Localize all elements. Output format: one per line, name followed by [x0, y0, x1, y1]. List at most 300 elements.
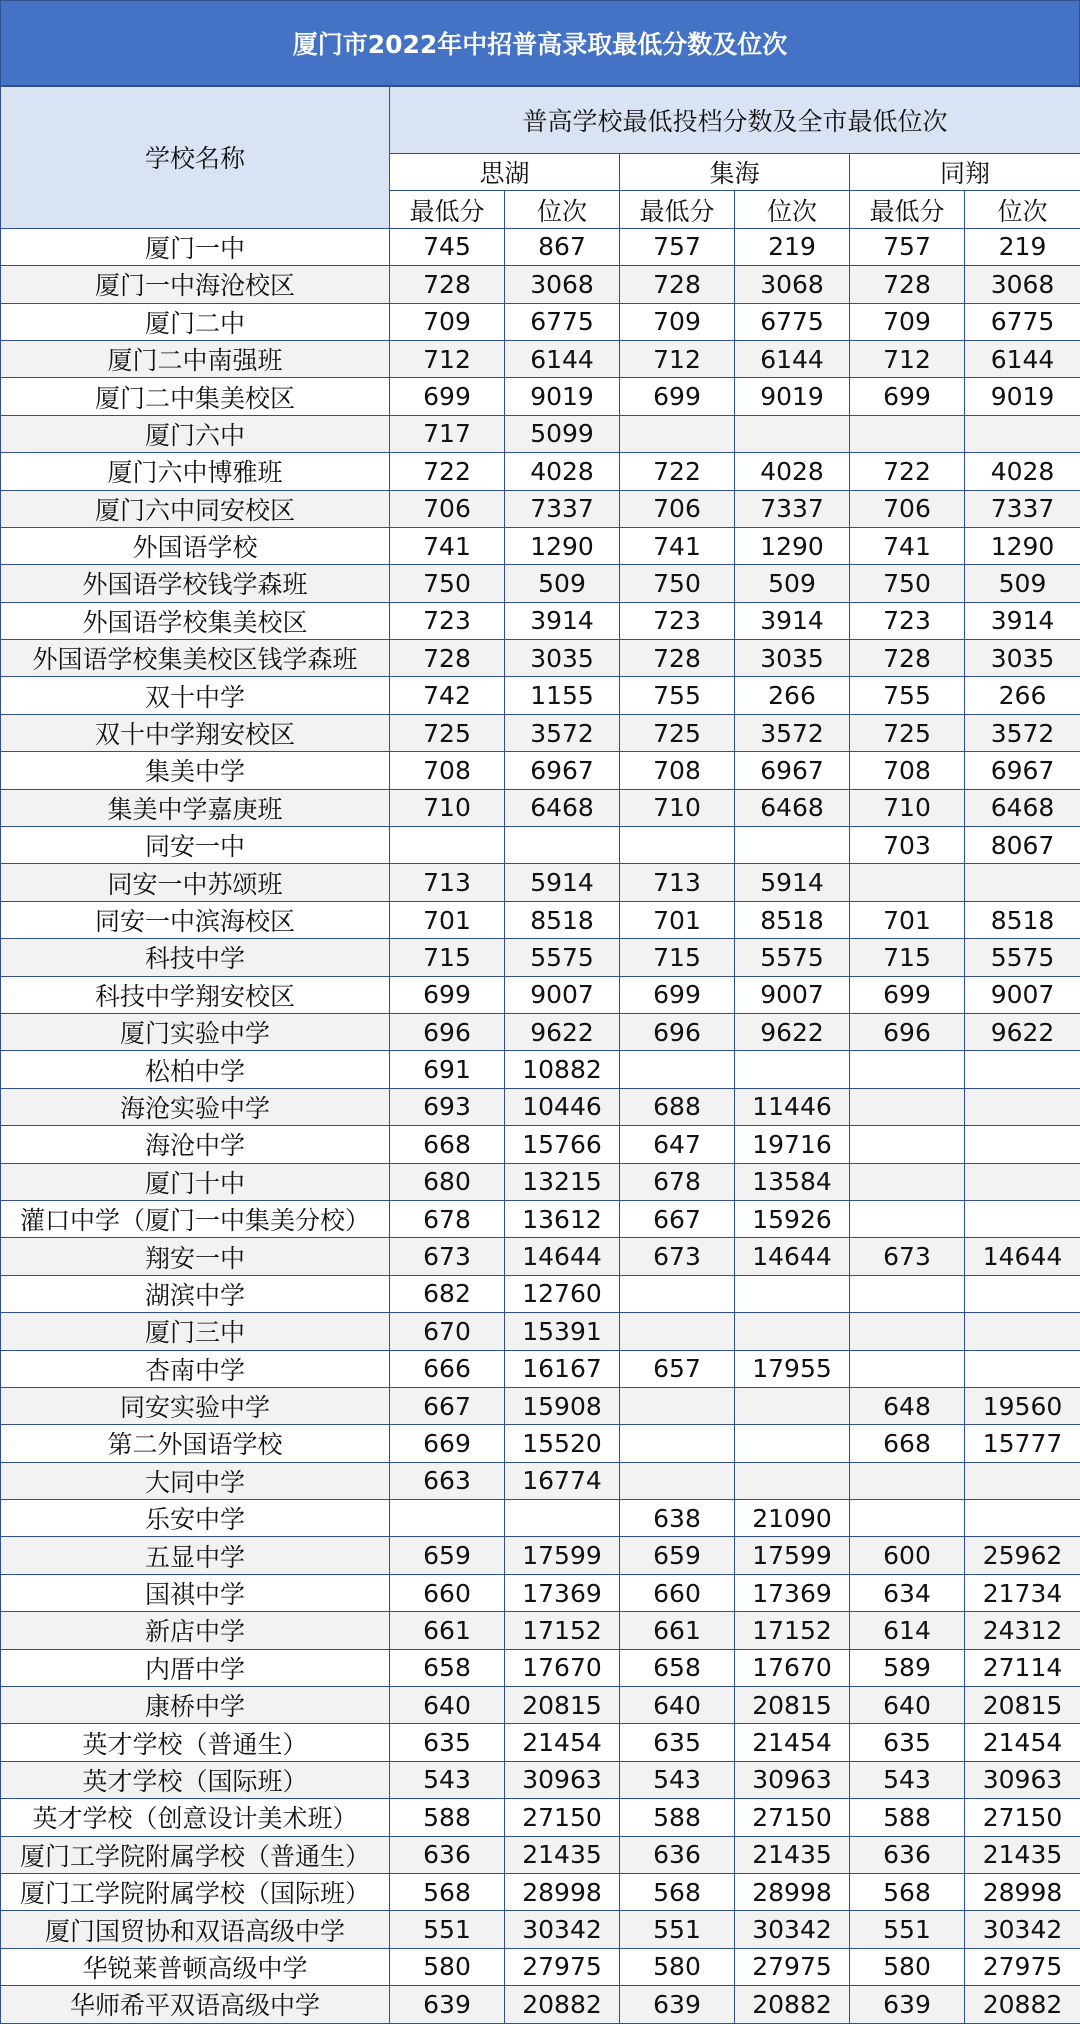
- min-score-cell: 696: [850, 1013, 965, 1050]
- rank-cell: 17152: [505, 1612, 620, 1649]
- rank-cell: 3572: [505, 714, 620, 751]
- min-score-cell: 722: [390, 453, 505, 490]
- school-name-cell: 外国语学校钱学森班: [1, 565, 390, 602]
- min-score-cell: 588: [850, 1799, 965, 1836]
- school-name-cell: 厦门二中: [1, 303, 390, 340]
- min-score-cell: 688: [620, 1088, 735, 1125]
- rank-cell: 6468: [735, 789, 850, 826]
- rank-cell: 9007: [505, 976, 620, 1013]
- rank-cell: 9622: [735, 1013, 850, 1050]
- min-score-cell: 723: [390, 602, 505, 639]
- group-header: 普高学校最低投档分数及全市最低位次: [390, 87, 1080, 154]
- rank-cell: 21454: [965, 1724, 1080, 1761]
- table-row: [1, 752, 1080, 789]
- school-name-cell: 华锐莱普顿高级中学: [1, 1948, 390, 1985]
- rank-cell: 9007: [735, 976, 850, 1013]
- table-row: [1, 1051, 1080, 1088]
- school-name-cell: 厦门二中南强班: [1, 340, 390, 377]
- min-score-cell: 673: [850, 1238, 965, 1275]
- min-score-cell: 713: [620, 864, 735, 901]
- min-score-cell: 663: [390, 1462, 505, 1499]
- rank-cell: 15391: [505, 1313, 620, 1350]
- min-score-header: 最低分: [850, 191, 965, 228]
- min-score-cell: 543: [620, 1761, 735, 1798]
- rank-header: 位次: [505, 191, 620, 228]
- min-score-header: 最低分: [620, 191, 735, 228]
- min-score-cell: 723: [620, 602, 735, 639]
- min-score-cell: 742: [390, 677, 505, 714]
- min-score-cell: 667: [620, 1200, 735, 1237]
- rank-cell: 509: [965, 565, 1080, 602]
- min-score-cell: 709: [850, 303, 965, 340]
- rank-cell: 6144: [735, 340, 850, 377]
- rank-cell: 27150: [505, 1799, 620, 1836]
- min-score-cell: 673: [390, 1238, 505, 1275]
- rank-cell: 6144: [965, 340, 1080, 377]
- min-score-cell: 648: [850, 1387, 965, 1424]
- school-name-cell: 厦门六中同安校区: [1, 490, 390, 527]
- rank-cell: 6967: [735, 752, 850, 789]
- table-row: [1, 378, 1080, 415]
- rank-cell: 1290: [505, 527, 620, 564]
- rank-cell: 20815: [965, 1687, 1080, 1724]
- min-score-cell: 682: [390, 1275, 505, 1312]
- min-score-cell: 699: [620, 378, 735, 415]
- rank-cell: 13215: [505, 1163, 620, 1200]
- rank-cell: 30342: [965, 1911, 1080, 1948]
- rank-cell: 28998: [735, 1873, 850, 1910]
- min-score-cell: 693: [390, 1088, 505, 1125]
- table-row: [1, 1462, 1080, 1499]
- rank-cell: 6967: [505, 752, 620, 789]
- min-score-cell: 725: [390, 714, 505, 751]
- table-row: [1, 1088, 1080, 1125]
- table-row: [1, 1313, 1080, 1350]
- rank-cell: 30342: [735, 1911, 850, 1948]
- table-row: [1, 1836, 1080, 1873]
- min-score-cell: 635: [850, 1724, 965, 1761]
- rank-cell: [965, 1275, 1080, 1312]
- school-name-cell: 科技中学: [1, 939, 390, 976]
- table-row: [1, 1574, 1080, 1611]
- rank-cell: 15520: [505, 1425, 620, 1462]
- rank-cell: 1290: [965, 527, 1080, 564]
- rank-cell: 6468: [505, 789, 620, 826]
- school-name-cell: 松柏中学: [1, 1051, 390, 1088]
- rank-cell: 3068: [505, 266, 620, 303]
- min-score-cell: [620, 1051, 735, 1088]
- school-name-cell: 杏南中学: [1, 1350, 390, 1387]
- school-name-cell: 厦门工学院附属学校（国际班）: [1, 1873, 390, 1910]
- table-row: [1, 1724, 1080, 1761]
- rank-cell: 15926: [735, 1200, 850, 1237]
- rank-cell: [965, 1462, 1080, 1499]
- rank-cell: 8518: [965, 901, 1080, 938]
- rank-cell: 1290: [735, 527, 850, 564]
- rank-cell: 7337: [735, 490, 850, 527]
- rank-cell: 10882: [505, 1051, 620, 1088]
- rank-cell: 19716: [735, 1126, 850, 1163]
- table-row: [1, 490, 1080, 527]
- min-score-cell: 669: [390, 1425, 505, 1462]
- school-name-cell: 厦门一中海沧校区: [1, 266, 390, 303]
- table-row: [1, 1911, 1080, 1948]
- min-score-cell: 750: [620, 565, 735, 602]
- rank-cell: [965, 1350, 1080, 1387]
- table-row: [1, 228, 1080, 265]
- school-name-cell: 英才学校（普通生）: [1, 1724, 390, 1761]
- rank-cell: 3572: [735, 714, 850, 751]
- school-name-cell: 海沧中学: [1, 1126, 390, 1163]
- rank-cell: 13612: [505, 1200, 620, 1237]
- min-score-cell: 715: [620, 939, 735, 976]
- min-score-cell: [850, 1275, 965, 1312]
- rank-cell: 5099: [505, 415, 620, 452]
- school-name-cell: 国祺中学: [1, 1574, 390, 1611]
- table-row: [1, 1387, 1080, 1424]
- rank-cell: [735, 1275, 850, 1312]
- school-name-cell: 海沧实验中学: [1, 1088, 390, 1125]
- rank-cell: 15908: [505, 1387, 620, 1424]
- min-score-cell: 658: [620, 1649, 735, 1686]
- table-row: [1, 827, 1080, 864]
- min-score-cell: 634: [850, 1574, 965, 1611]
- min-score-cell: 757: [850, 228, 965, 265]
- min-score-cell: 709: [390, 303, 505, 340]
- rank-cell: 21435: [735, 1836, 850, 1873]
- school-name-cell: 新店中学: [1, 1612, 390, 1649]
- table-row: [1, 415, 1080, 452]
- min-score-cell: 660: [390, 1574, 505, 1611]
- rank-cell: 5575: [735, 939, 850, 976]
- table-row: [1, 527, 1080, 564]
- rank-cell: [735, 1387, 850, 1424]
- min-score-cell: 600: [850, 1537, 965, 1574]
- rank-cell: 20815: [505, 1687, 620, 1724]
- min-score-cell: 660: [620, 1574, 735, 1611]
- rank-cell: 30963: [965, 1761, 1080, 1798]
- min-score-cell: 728: [620, 640, 735, 677]
- rank-cell: 27975: [735, 1948, 850, 1985]
- min-score-cell: 657: [620, 1350, 735, 1387]
- rank-cell: 7337: [965, 490, 1080, 527]
- rank-cell: 7337: [505, 490, 620, 527]
- table-row: [1, 1537, 1080, 1574]
- rank-cell: 14644: [735, 1238, 850, 1275]
- rank-cell: 17152: [735, 1612, 850, 1649]
- table-row: [1, 677, 1080, 714]
- min-score-cell: 750: [850, 565, 965, 602]
- rank-cell: 3572: [965, 714, 1080, 751]
- min-score-cell: 701: [390, 901, 505, 938]
- min-score-cell: 580: [620, 1948, 735, 1985]
- school-name-cell: 康桥中学: [1, 1687, 390, 1724]
- min-score-cell: 589: [850, 1649, 965, 1686]
- min-score-cell: [850, 1462, 965, 1499]
- rank-cell: 28998: [505, 1873, 620, 1910]
- rank-cell: 9007: [965, 976, 1080, 1013]
- rank-cell: 509: [505, 565, 620, 602]
- min-score-cell: 755: [620, 677, 735, 714]
- min-score-cell: 728: [390, 640, 505, 677]
- min-score-cell: 635: [620, 1724, 735, 1761]
- min-score-cell: 543: [850, 1761, 965, 1798]
- min-score-cell: [620, 1425, 735, 1462]
- table-row: [1, 303, 1080, 340]
- table-row: [1, 1238, 1080, 1275]
- min-score-cell: 635: [390, 1724, 505, 1761]
- min-score-cell: [850, 1051, 965, 1088]
- rank-cell: 5914: [735, 864, 850, 901]
- school-name-cell: 厦门工学院附属学校（普通生）: [1, 1836, 390, 1873]
- min-score-cell: 699: [390, 976, 505, 1013]
- rank-cell: 17670: [505, 1649, 620, 1686]
- table-row: [1, 1649, 1080, 1686]
- min-score-cell: 703: [850, 827, 965, 864]
- min-score-cell: [620, 1387, 735, 1424]
- min-score-cell: 713: [390, 864, 505, 901]
- rank-cell: 27150: [965, 1799, 1080, 1836]
- min-score-cell: 728: [390, 266, 505, 303]
- min-score-cell: 659: [390, 1537, 505, 1574]
- min-score-cell: [850, 415, 965, 452]
- min-score-cell: [850, 1350, 965, 1387]
- rank-cell: [965, 864, 1080, 901]
- min-score-cell: 710: [850, 789, 965, 826]
- table-row: [1, 565, 1080, 602]
- min-score-cell: 670: [390, 1313, 505, 1350]
- min-score-cell: 640: [850, 1687, 965, 1724]
- min-score-cell: 640: [620, 1687, 735, 1724]
- min-score-cell: 636: [390, 1836, 505, 1873]
- min-score-cell: 639: [620, 1986, 735, 2023]
- school-name-header: 学校名称: [1, 87, 390, 229]
- min-score-cell: 706: [620, 490, 735, 527]
- rank-cell: 30963: [735, 1761, 850, 1798]
- min-score-cell: 673: [620, 1238, 735, 1275]
- min-score-cell: 725: [850, 714, 965, 751]
- rank-cell: 20882: [965, 1986, 1080, 2023]
- min-score-cell: 710: [620, 789, 735, 826]
- rank-cell: 28998: [965, 1873, 1080, 1910]
- rank-cell: 27975: [965, 1948, 1080, 1985]
- rank-cell: 30342: [505, 1911, 620, 1948]
- rank-cell: 8518: [735, 901, 850, 938]
- rank-cell: 219: [965, 228, 1080, 265]
- min-score-cell: 706: [850, 490, 965, 527]
- min-score-cell: 706: [390, 490, 505, 527]
- min-score-cell: 712: [620, 340, 735, 377]
- min-score-cell: 551: [620, 1911, 735, 1948]
- min-score-cell: 580: [390, 1948, 505, 1985]
- district-header: 同翔: [850, 154, 1080, 191]
- rank-cell: [735, 827, 850, 864]
- rank-cell: [505, 827, 620, 864]
- rank-cell: 867: [505, 228, 620, 265]
- min-score-cell: 715: [850, 939, 965, 976]
- rank-cell: 10446: [505, 1088, 620, 1125]
- table-row: [1, 1013, 1080, 1050]
- min-score-cell: 722: [620, 453, 735, 490]
- rank-cell: 16774: [505, 1462, 620, 1499]
- rank-cell: 20815: [735, 1687, 850, 1724]
- rank-cell: 5575: [505, 939, 620, 976]
- score-table: [0, 86, 1080, 2024]
- table-row: [1, 640, 1080, 677]
- min-score-cell: [620, 1275, 735, 1312]
- district-header: 集海: [620, 154, 850, 191]
- min-score-cell: 588: [620, 1799, 735, 1836]
- rank-cell: 9019: [965, 378, 1080, 415]
- min-score-cell: [620, 1313, 735, 1350]
- rank-cell: 16167: [505, 1350, 620, 1387]
- rank-cell: [965, 1051, 1080, 1088]
- school-name-cell: 灌口中学（厦门一中集美分校）: [1, 1200, 390, 1237]
- school-name-cell: 双十中学: [1, 677, 390, 714]
- rank-cell: 3914: [965, 602, 1080, 639]
- min-score-cell: [620, 415, 735, 452]
- school-name-cell: 五显中学: [1, 1537, 390, 1574]
- rank-cell: 21454: [735, 1724, 850, 1761]
- rank-cell: 24312: [965, 1612, 1080, 1649]
- min-score-cell: 699: [850, 378, 965, 415]
- min-score-cell: 639: [390, 1986, 505, 2023]
- min-score-cell: 708: [850, 752, 965, 789]
- rank-cell: 266: [735, 677, 850, 714]
- min-score-cell: 639: [850, 1986, 965, 2023]
- rank-cell: 1155: [505, 677, 620, 714]
- min-score-cell: 757: [620, 228, 735, 265]
- rank-cell: 15777: [965, 1425, 1080, 1462]
- rank-cell: 6144: [505, 340, 620, 377]
- min-score-cell: 712: [850, 340, 965, 377]
- min-score-cell: 725: [620, 714, 735, 751]
- rank-cell: [735, 1313, 850, 1350]
- school-name-cell: 翔安一中: [1, 1238, 390, 1275]
- school-name-cell: 双十中学翔安校区: [1, 714, 390, 751]
- school-name-cell: 第二外国语学校: [1, 1425, 390, 1462]
- min-score-cell: 551: [390, 1911, 505, 1948]
- table-row: [1, 1761, 1080, 1798]
- school-name-cell: 外国语学校: [1, 527, 390, 564]
- rank-cell: 9019: [735, 378, 850, 415]
- table-row: [1, 1425, 1080, 1462]
- school-name-cell: 厦门一中: [1, 228, 390, 265]
- rank-cell: 21435: [505, 1836, 620, 1873]
- min-score-cell: [850, 1126, 965, 1163]
- min-score-cell: 715: [390, 939, 505, 976]
- min-score-cell: 691: [390, 1051, 505, 1088]
- min-score-cell: 696: [390, 1013, 505, 1050]
- table-row: [1, 1799, 1080, 1836]
- rank-cell: 5914: [505, 864, 620, 901]
- table-row: [1, 1873, 1080, 1910]
- table-row: [1, 939, 1080, 976]
- rank-cell: [965, 1126, 1080, 1163]
- table-row: [1, 714, 1080, 751]
- rank-cell: 21734: [965, 1574, 1080, 1611]
- table-row: [1, 976, 1080, 1013]
- table-row: [1, 1275, 1080, 1312]
- rank-cell: 21454: [505, 1724, 620, 1761]
- rank-header: 位次: [735, 191, 850, 228]
- school-name-cell: 同安一中苏颂班: [1, 864, 390, 901]
- min-score-cell: 636: [620, 1836, 735, 1873]
- rank-cell: 6775: [965, 303, 1080, 340]
- rank-cell: 27975: [505, 1948, 620, 1985]
- school-name-cell: 厦门三中: [1, 1313, 390, 1350]
- min-score-cell: 717: [390, 415, 505, 452]
- rank-cell: 266: [965, 677, 1080, 714]
- school-name-cell: 大同中学: [1, 1462, 390, 1499]
- rank-cell: [505, 1500, 620, 1537]
- rank-cell: 14644: [965, 1238, 1080, 1275]
- rank-cell: 3914: [735, 602, 850, 639]
- school-name-cell: 英才学校（创意设计美术班）: [1, 1799, 390, 1836]
- rank-cell: 27114: [965, 1649, 1080, 1686]
- school-name-cell: 同安实验中学: [1, 1387, 390, 1424]
- min-score-cell: 568: [850, 1873, 965, 1910]
- school-name-cell: 外国语学校集美校区钱学森班: [1, 640, 390, 677]
- school-name-cell: 科技中学翔安校区: [1, 976, 390, 1013]
- rank-cell: 27150: [735, 1799, 850, 1836]
- school-name-cell: 集美中学嘉庚班: [1, 789, 390, 826]
- rank-cell: 20882: [735, 1986, 850, 2023]
- table-row: [1, 864, 1080, 901]
- rank-cell: 13584: [735, 1163, 850, 1200]
- rank-cell: 17955: [735, 1350, 850, 1387]
- min-score-cell: 755: [850, 677, 965, 714]
- rank-cell: 15766: [505, 1126, 620, 1163]
- min-score-cell: 722: [850, 453, 965, 490]
- rank-cell: 3035: [965, 640, 1080, 677]
- min-score-cell: 701: [850, 901, 965, 938]
- rank-header: 位次: [965, 191, 1080, 228]
- min-score-cell: [390, 827, 505, 864]
- min-score-cell: 568: [620, 1873, 735, 1910]
- table-row: [1, 602, 1080, 639]
- school-name-cell: 湖滨中学: [1, 1275, 390, 1312]
- table-row: [1, 340, 1080, 377]
- rank-cell: [965, 1163, 1080, 1200]
- min-score-cell: 666: [390, 1350, 505, 1387]
- school-name-cell: 同安一中: [1, 827, 390, 864]
- table-row: [1, 1500, 1080, 1537]
- table-row: [1, 1612, 1080, 1649]
- min-score-cell: [850, 1088, 965, 1125]
- rank-cell: 17369: [735, 1574, 850, 1611]
- school-name-cell: 厦门二中集美校区: [1, 378, 390, 415]
- rank-cell: 19560: [965, 1387, 1080, 1424]
- table-row: [1, 1687, 1080, 1724]
- table-row: [1, 1163, 1080, 1200]
- rank-cell: 9622: [965, 1013, 1080, 1050]
- min-score-cell: 580: [850, 1948, 965, 1985]
- min-score-cell: [850, 864, 965, 901]
- min-score-cell: 659: [620, 1537, 735, 1574]
- rank-cell: 25962: [965, 1537, 1080, 1574]
- min-score-cell: 710: [390, 789, 505, 826]
- rank-cell: 11446: [735, 1088, 850, 1125]
- table-row: [1, 1200, 1080, 1237]
- rank-cell: 3035: [505, 640, 620, 677]
- rank-cell: 17369: [505, 1574, 620, 1611]
- min-score-cell: 667: [390, 1387, 505, 1424]
- min-score-cell: 741: [620, 527, 735, 564]
- min-score-cell: 638: [620, 1500, 735, 1537]
- min-score-cell: 699: [620, 976, 735, 1013]
- table-row: [1, 1986, 1080, 2023]
